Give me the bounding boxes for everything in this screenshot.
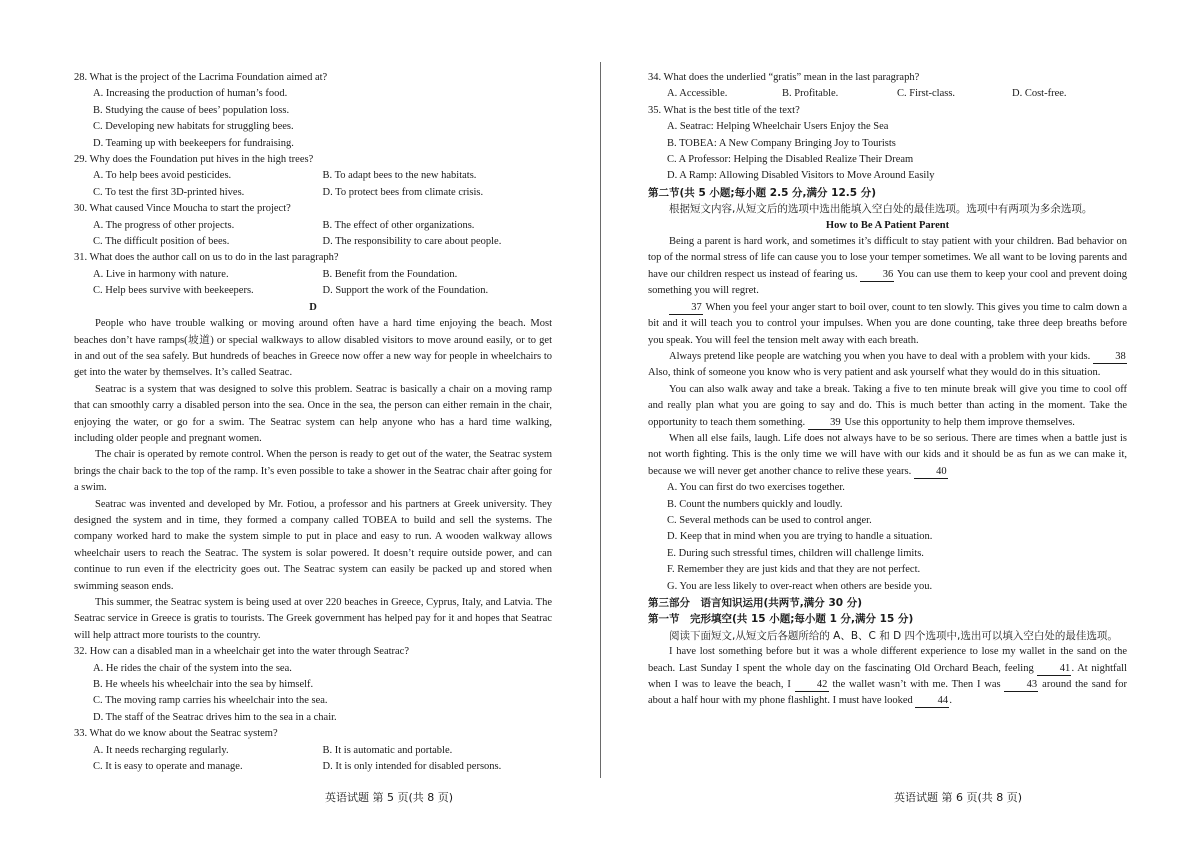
left-page xyxy=(74,70,552,775)
patient-parent-passage xyxy=(648,234,1127,480)
option-row xyxy=(74,218,552,234)
option-row xyxy=(74,168,552,184)
section-d-title: D xyxy=(309,301,317,313)
option-b: B. Benefit from the Foundation. xyxy=(322,268,458,280)
passage-d xyxy=(74,316,552,644)
page-footer-left: 英语试题 第 5 页(共 8 页) xyxy=(325,791,454,804)
right-page xyxy=(648,70,1127,710)
paragraph-text: Being a parent is hard work, and sometimes it’s difficult to stay patient with your children. Bad behavior on top of the normal stress of life can cause you to lose your temper sometimes. We all want to be loving parents and have our children respect us instead of fearing us. xyxy=(648,236,1127,280)
choice-g: G. You are less likely to over-react when others are beside you. xyxy=(667,580,933,592)
option-a: A. Seatrac: Helping Wheelchair Users Enjoy the Sea xyxy=(667,121,889,133)
passage-paragraph: Seatrac was invented and developed by Mr. Fotiou, a professor and his partners at Greek university. They designed the system and in time, they formed a company called TOBEA to build and sell the systems. The company worked hard to make the system simple to put in place and easy to run. A wooden walkway allows wheelchair users to reach the Seatrac. The system is solar powered. It doesn’t require outside power, and can continue to run even if the electricity goes out. The Seatrac system can easily be packed up and stored when swimming season ends. xyxy=(74,498,552,592)
passage-paragraph xyxy=(648,300,1127,349)
blank-38[interactable]: 38 xyxy=(1093,350,1127,364)
option-a: A. Increasing the production of human’s food. xyxy=(93,88,288,100)
option-d: D. The staff of the Seatrac drives him to the sea in a chair. xyxy=(93,711,337,723)
option-c: C. To test the first 3D-printed hives. xyxy=(93,186,245,198)
option-d: D. A Ramp: Allowing Disabled Visitors to Move Around Easily xyxy=(667,170,935,182)
blank-42[interactable]: 42 xyxy=(795,678,829,692)
option-a: A. To help bees avoid pesticides. xyxy=(93,170,232,182)
choice-d: D. Keep that in mind when you are trying to handle a situation. xyxy=(667,531,933,543)
option-d: D. The responsibility to care about people. xyxy=(322,236,502,248)
paragraph-text: When you feel your anger start to boil over, count to ten slowly. This gives you time to calm down a bit and it will teach you to control your impulses. When you are done counting, take three deep breaths before you speak. You will feel the tension melt away with each breath. xyxy=(648,301,1127,346)
option-a: A. The progress of other projects. xyxy=(93,219,235,231)
option-row xyxy=(74,234,552,250)
question-stem: 29. Why does the Foundation put hives in the high trees? xyxy=(74,154,314,166)
option-c: C. A Professor: Helping the Disabled Realize Their Dream xyxy=(667,154,914,166)
option-b: B. It is automatic and portable. xyxy=(322,744,453,756)
option-row xyxy=(74,743,552,759)
page-divider xyxy=(600,62,601,778)
option-row xyxy=(648,86,1127,102)
paragraph-text: Use this opportunity to help them improve themselves. xyxy=(844,416,1075,428)
paragraph-text: Always pretend like people are watching you when you have to deal with a problem with your kids. xyxy=(669,350,1091,362)
paragraph-text: You can use them to keep your cool and prevent doing something you will regret. xyxy=(648,268,1128,297)
question-stem: 32. How can a disabled man in a wheelchair get into the water through Seatrac? xyxy=(74,646,410,658)
option-b: B. Studying the cause of bees’ population loss. xyxy=(93,104,290,116)
option-c: C. Developing new habitats for struggling bees. xyxy=(93,121,294,133)
passage-paragraph: Seatrac is a system that was designed to solve this problem. Seatrac is basically a chair on a moving ramp that can smoothly carry a disabled person into the sea. Once in the sea, the person can either remain in the chair, enjoying the water, or go for a swim. The Seatrac system can help anyone who has a hard time walking, including older people and pregnant women. xyxy=(74,383,552,444)
blank-44[interactable]: 44 xyxy=(915,694,949,708)
page-footer-right: 英语试题 第 6 页(共 8 页) xyxy=(894,791,1023,804)
blank-36[interactable]: 36 xyxy=(860,268,894,282)
option-d: D. It is only intended for disabled persons. xyxy=(322,761,502,773)
paragraph-text: When all else fails, laugh. Life does not always have to be so serious. There are times when a battle just is not worth fighting. This is the only time we will have with our kids and it should be as fun as we can make it, because we will never get another chance to relive these years. xyxy=(648,432,1127,477)
passage-paragraph xyxy=(648,431,1127,480)
question-stem: 35. What is the best title of the text? xyxy=(648,104,800,116)
question-stem: 30. What caused Vince Moucha to start the project? xyxy=(74,203,291,215)
option-a: A. Accessible. xyxy=(667,88,728,100)
question-stem: 28. What is the project of the Lacrima Foundation aimed at? xyxy=(74,72,328,83)
question-stem: 33. What do we know about the Seatrac system? xyxy=(74,728,278,740)
paragraph-text: Also, think of someone you know who is very patient and ask yourself what they would do in this situation. xyxy=(648,367,1101,379)
passage-title: How to Be A Patient Parent xyxy=(825,219,950,231)
question-30 xyxy=(74,201,552,250)
question-31 xyxy=(74,250,552,299)
paragraph-text: You can also walk away and take a break. Taking a five to ten minute break will give you time to cool off and really plan what you are going to say and do. This is much better than acting in the moment. Take the opportunity to teach them something. xyxy=(648,383,1127,428)
blank-41[interactable]: 41 xyxy=(1037,662,1071,676)
option-c: C. The difficult position of bees. xyxy=(93,236,230,248)
choice-c: C. Several methods can be used to control anger. xyxy=(667,514,872,526)
cloze-text: I have lost something before but it was a whole different experience to lose my wallet in the sand on the beach. Last Sunday I spent the whole day on the fascinating Old Orchard Beach, feeling xyxy=(648,646,1127,674)
part-3-heading: 第三部分 语言知识运用(共两节,满分 30 分) xyxy=(648,597,863,609)
part-3-section-1-heading: 第一节 完形填空(共 15 小题;每小题 1 分,满分 15 分) xyxy=(648,613,914,626)
question-33 xyxy=(74,726,552,775)
choice-e: E. During such stressful times, children will challenge limits. xyxy=(667,547,924,559)
cloze-text: the wallet wasn’t with me. Then I was xyxy=(832,679,1001,691)
option-row xyxy=(74,283,552,299)
choice-f: F. Remember they are just kids and that they are not perfect. xyxy=(667,564,921,576)
option-b: B. Profitable. xyxy=(782,88,839,100)
option-c: C. First-class. xyxy=(897,88,956,100)
option-a: A. It needs recharging regularly. xyxy=(93,744,229,756)
option-c: C. The moving ramp carries his wheelchair into the sea. xyxy=(93,695,328,707)
option-c: C. Help bees survive with beekeepers. xyxy=(93,285,254,297)
cloze-passage xyxy=(648,644,1127,710)
passage-paragraph xyxy=(648,382,1127,431)
option-b: B. He wheels his wheelchair into the sea by himself. xyxy=(93,679,314,691)
option-row xyxy=(74,267,552,283)
part-3-instruction: 阅读下面短文,从短文后各题所给的 A、B、C 和 D 四个选项中,选出可以填入空白处的最佳选项。 xyxy=(669,629,1118,642)
blank-37[interactable]: 37 xyxy=(669,301,703,315)
question-34 xyxy=(648,70,1127,103)
option-b: B. The effect of other organizations. xyxy=(322,219,475,231)
passage-paragraph: The chair is operated by remote control. When the person is ready to get out of the water, the Seatrac system brings the chair back to the top of the ramp. It’s even possible to take a shower in the Seatrac chair after going for a swim. xyxy=(74,449,552,494)
cloze-text: . xyxy=(949,695,953,707)
option-a: A. He rides the chair of the system into the sea. xyxy=(93,662,292,674)
cloze-text: around the sand for about a half hour with my phone flashlight. I must have looked xyxy=(648,679,1128,707)
section-2-heading: 第二节(共 5 小题;每小题 2.5 分,满分 12.5 分) xyxy=(648,186,877,199)
blank-39[interactable]: 39 xyxy=(808,416,842,430)
section-2-instruction: 根据短文内容,从短文后的选项中选出能填入空白处的最佳选项。选项中有两项为多余选项。 xyxy=(669,203,1093,216)
passage-paragraph xyxy=(648,349,1127,382)
blank-40[interactable]: 40 xyxy=(914,465,948,479)
question-stem: 34. What does the underlied “gratis” mean in the last paragraph? xyxy=(648,72,920,83)
question-35 xyxy=(648,103,1127,185)
blank-43[interactable]: 43 xyxy=(1004,678,1038,692)
option-d: D. Support the work of the Foundation. xyxy=(322,285,489,297)
option-d: D. To protect bees from climate crisis. xyxy=(322,186,484,198)
question-28 xyxy=(74,70,552,152)
cloze-text: . At nightfall when I was to leave the beach, I xyxy=(648,662,1128,691)
option-row xyxy=(74,759,552,775)
passage-paragraph: This summer, the Seatrac system is being used at over 220 beaches in Greece, Cyprus, Italy, and Latvia. The Seatrac service in Greece is gratis to tourists. The Greek government has helped pay for it and hopes that Seatrac will help attract more tourists to the country. xyxy=(74,597,552,641)
option-c: C. It is easy to operate and manage. xyxy=(93,761,243,773)
option-row xyxy=(74,185,552,201)
question-32 xyxy=(74,644,552,726)
option-b: B. To adapt bees to the new habitats. xyxy=(322,170,477,182)
option-d: D. Cost-free. xyxy=(1012,88,1067,100)
passage-paragraph xyxy=(648,234,1127,300)
answer-choices xyxy=(648,480,1127,595)
passage-paragraph: People who have trouble walking or moving around often have a hard time enjoying the beach. Most beaches don’t have ramps(坡道) or special walkways to allow disabled visitors to move around easily, or to get in and out of the sea safely. But hundreds of beaches in Greece now offer a new way for people in wheelchairs to get into the water by themselves. It’s called Seatrac. xyxy=(74,318,552,379)
question-29 xyxy=(74,152,552,201)
choice-a: A. You can first do two exercises together. xyxy=(667,482,845,494)
question-stem: 31. What does the author call on us to do in the last paragraph? xyxy=(74,252,339,264)
option-d: D. Teaming up with beekeepers for fundraising. xyxy=(93,137,294,149)
choice-b: B. Count the numbers quickly and loudly. xyxy=(667,498,843,510)
option-b: B. TOBEA: A New Company Bringing Joy to Tourists xyxy=(667,137,896,149)
option-a: A. Live in harmony with nature. xyxy=(93,268,229,280)
